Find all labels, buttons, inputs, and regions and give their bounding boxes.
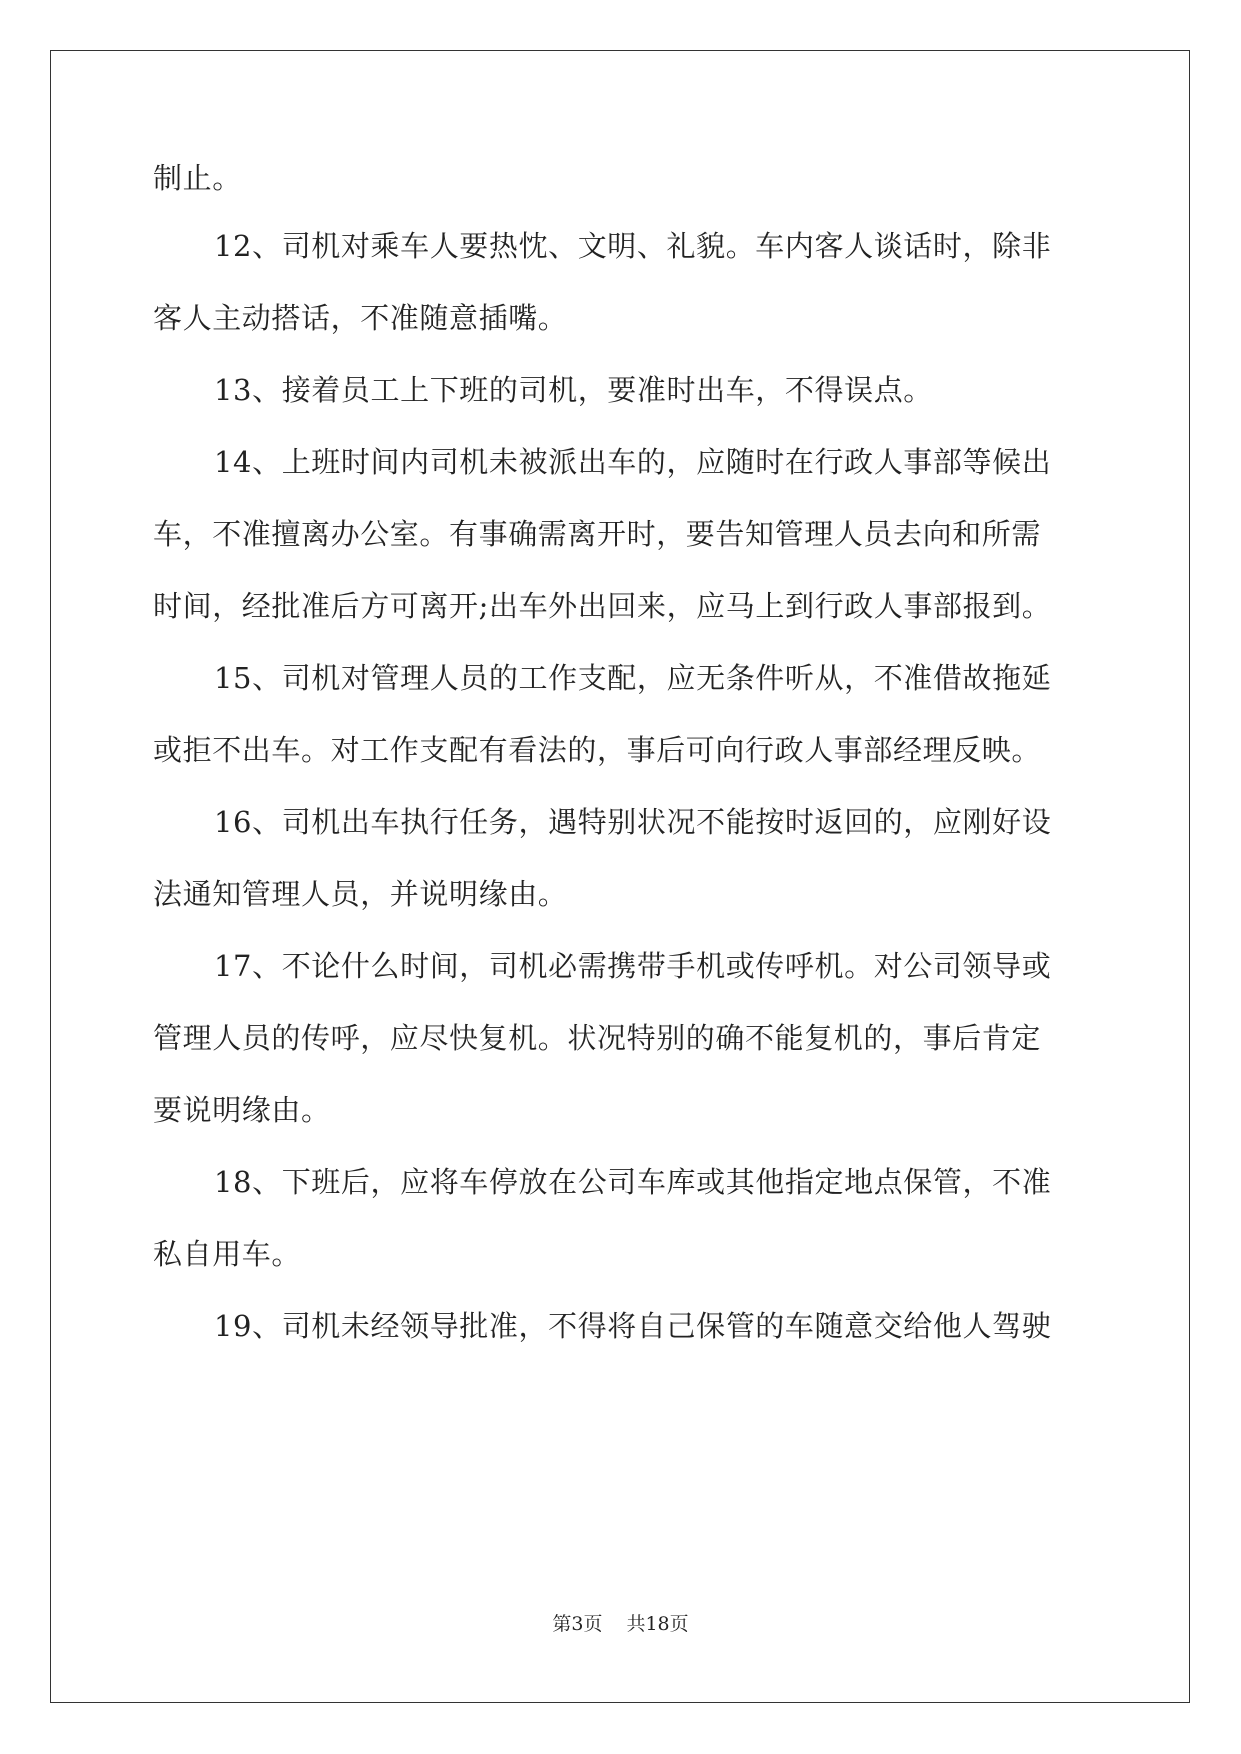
text-line: 17、不论什么时间，司机必需携带手机或传呼机。对公司领导或 (214, 949, 1052, 983)
text-line: 要说明缘由。 (153, 1093, 331, 1127)
text-line: 13、接着员工上下班的司机，要准时出车，不得误点。 (214, 373, 933, 407)
text-line: 16、司机出车执行任务，遇特别状况不能按时返回的，应刚好设 (214, 805, 1052, 839)
text-line: 12、司机对乘车人要热忱、文明、礼貌。车内客人谈话时，除非 (214, 229, 1052, 263)
text-line: 法通知管理人员，并说明缘由。 (153, 877, 568, 911)
text-line: 私自用车。 (153, 1237, 302, 1271)
text-line: 14、上班时间内司机未被派出车的，应随时在行政人事部等候出 (214, 445, 1052, 479)
text-line: 时间，经批准后方可离开;出车外出回来，应马上到行政人事部报到。 (153, 589, 1052, 623)
text-line: 车，不准擅离办公室。有事确需离开时，要告知管理人员去向和所需 (153, 517, 1042, 551)
text-line: 管理人员的传呼，应尽快复机。状况特别的确不能复机的，事后肯定 (153, 1021, 1042, 1055)
text-line: 客人主动搭话，不准随意插嘴。 (153, 301, 568, 335)
text-line: 制止。 (153, 161, 242, 195)
page-total: 共18页 (626, 1613, 689, 1635)
text-line: 15、司机对管理人员的工作支配，应无条件听从，不准借故拖延 (214, 661, 1052, 695)
page-footer (0, 1612, 1241, 1636)
text-line: 18、下班后，应将车停放在公司车库或其他指定地点保管，不准 (214, 1165, 1052, 1199)
text-line: 或拒不出车。对工作支配有看法的，事后可向行政人事部经理反映。 (153, 733, 1042, 767)
text-line: 19、司机未经领导批准，不得将自己保管的车随意交给他人驾驶 (214, 1309, 1052, 1343)
page-number: 第3页 (552, 1613, 603, 1635)
